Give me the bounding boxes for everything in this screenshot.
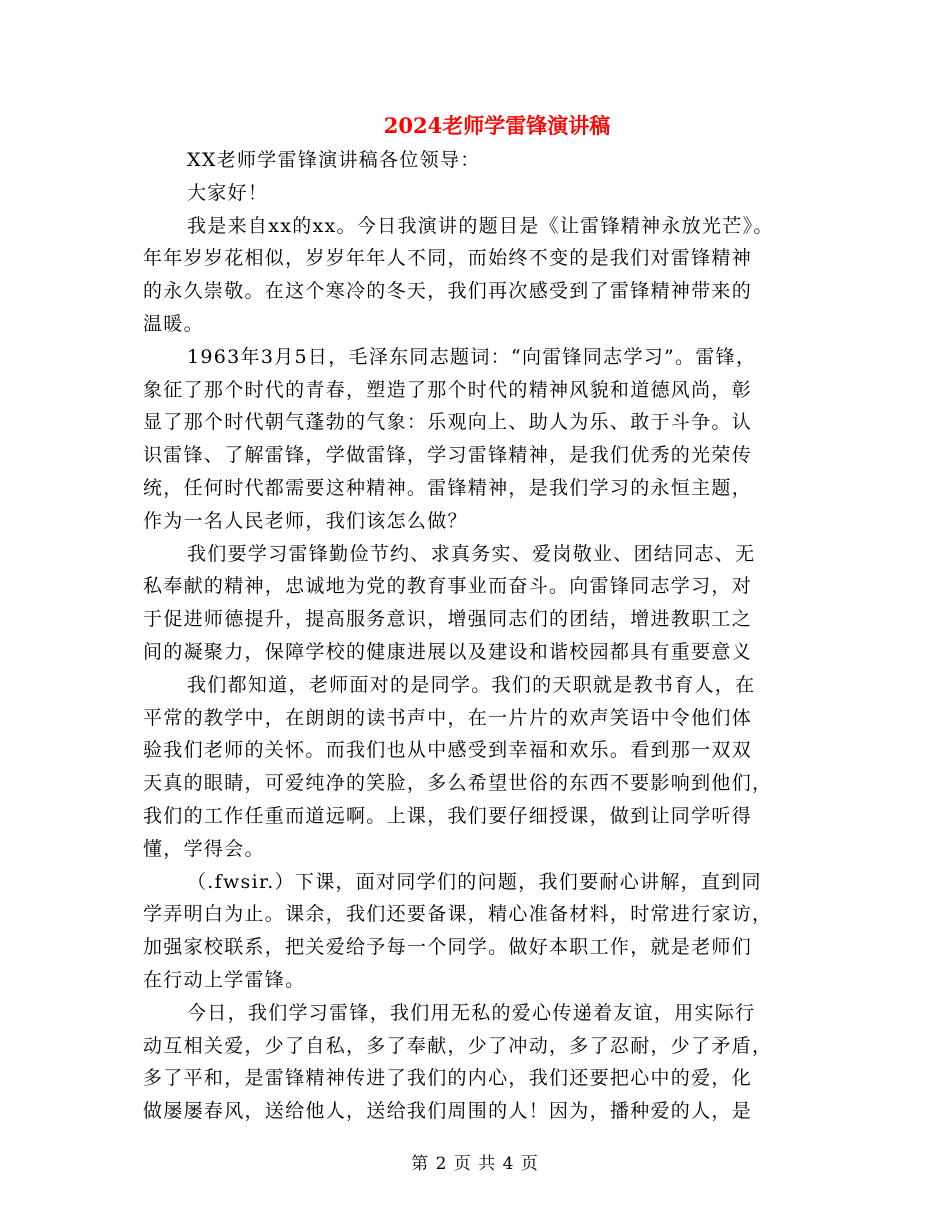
body-line: （.fwsir.）下课，面对同学们的问题，我们要耐心讲解，直到同 — [187, 870, 762, 893]
body-line: 验我们老师的关怀。而我们也从中感受到幸福和欢乐。看到那一双双 — [143, 739, 753, 762]
body-line: 显了那个时代朝气蓬勃的气象：乐观向上、助人为乐、敢于斗争。认 — [143, 411, 753, 434]
body-line: 平常的教学中，在朗朗的读书声中，在一片片的欢声笑语中令他们体 — [143, 706, 753, 729]
body-line: 做屡屡春风，送给他人，送给我们周围的人！因为，播种爱的人，是 — [143, 1100, 753, 1123]
body-line: 学弄明白为止。课余，我们还要备课，精心准备材料，时常进行家访， — [143, 903, 773, 926]
body-line: 我们要学习雷锋勤俭节约、求真务实、爱岗敬业、团结同志、无 — [187, 542, 756, 565]
body-line: 统，任何时代都需要这种精神。雷锋精神，是我们学习的永恒主题， — [143, 476, 753, 499]
body-line: XX老师学雷锋演讲稿各位领导： — [187, 149, 481, 171]
body-line: 动互相关爱，少了自私，多了奉献，少了冲动，多了忍耐，少了矛盾， — [143, 1034, 773, 1057]
document-body — [143, 144, 813, 1128]
body-line: 私奉献的精神，忠诚地为党的教育事业而奋斗。向雷锋同志学习，对 — [143, 575, 753, 598]
body-line: 象征了那个时代的青春，塑造了那个时代的精神风貌和道德风尚，彰 — [143, 378, 753, 401]
body-line: 懂，学得会。 — [143, 837, 265, 860]
page-footer: 第 2 页 共 4 页 — [411, 1154, 539, 1174]
body-line: 大家好！ — [187, 181, 269, 204]
body-line: 的永久崇敬。在这个寒冷的冬天，我们再次感受到了雷锋精神带来的 — [143, 280, 753, 303]
body-line: 间的凝聚力，保障学校的健康进展以及建设和谐校园都具有重要意义 — [143, 640, 753, 663]
body-line: 今日，我们学习雷锋，我们用无私的爱心传递着友谊，用实际行 — [187, 1001, 756, 1024]
body-line: 我们的工作任重而道远啊。上课，我们要仔细授课，做到让同学听得 — [143, 804, 753, 827]
body-line: 在行动上学雷锋。 — [143, 968, 306, 991]
body-line: 多了平和，是雷锋精神传进了我们的内心，我们还要把心中的爱，化 — [143, 1067, 753, 1090]
body-line: 1963年3月5日，毛泽东同志题词：“向雷锋同志学习”。雷锋， — [187, 345, 757, 368]
body-line: 我们都知道，老师面对的是同学。我们的天职就是教书育人，在 — [187, 673, 756, 696]
body-line: 作为一名人民老师，我们该怎么做？ — [143, 509, 468, 532]
document-title: 2024老师学雷锋演讲稿 — [383, 113, 611, 138]
body-line: 温暖。 — [143, 312, 204, 335]
body-line: 识雷锋、了解雷锋，学做雷锋，学习雷锋精神，是我们优秀的光荣传 — [143, 444, 753, 467]
body-line: 我是来自xx的xx。今日我演讲的题目是《让雷锋精神永放光芒》。 — [187, 214, 774, 237]
body-line: 于促进师德提升，提高服务意识，增强同志们的团结，增进教职工之 — [143, 608, 753, 631]
body-line: 年年岁岁花相似，岁岁年年人不同，而始终不变的是我们对雷锋精神 — [143, 247, 753, 270]
body-line: 天真的眼睛，可爱纯净的笑脸，多么希望世俗的东西不要影响到他们， — [143, 772, 773, 795]
body-line: 加强家校联系，把关爱给予每一个同学。做好本职工作，就是老师们 — [143, 936, 753, 959]
